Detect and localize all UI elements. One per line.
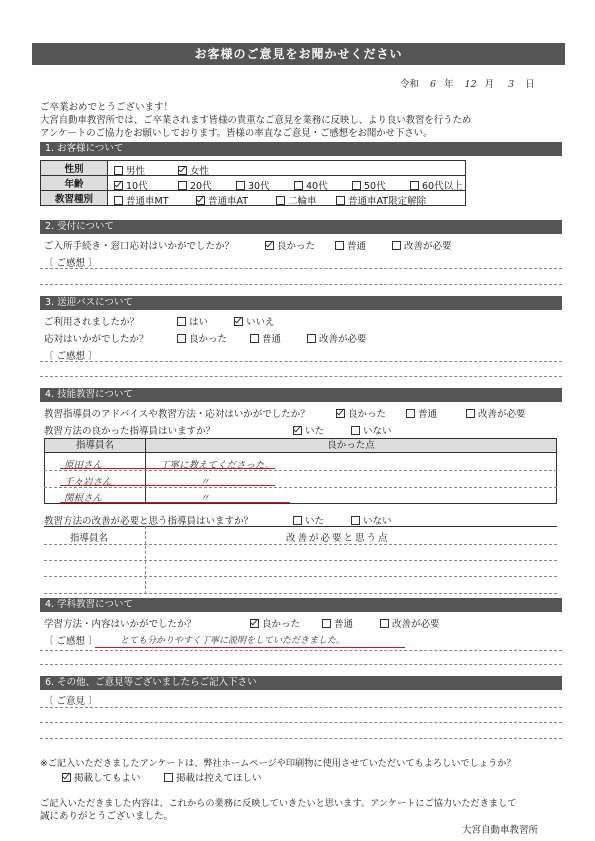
divider xyxy=(40,722,562,723)
divider xyxy=(44,560,557,561)
divider xyxy=(40,268,562,269)
good-instructor-name-2[interactable]: 千々岩さん xyxy=(64,477,112,488)
reception-option-good[interactable]: 良かった xyxy=(265,238,315,252)
section-reception-title: 2. 受付について xyxy=(40,220,562,234)
date-month-label: 月 xyxy=(484,79,495,90)
divider xyxy=(40,664,562,665)
improve-instructor-yes[interactable]: いた xyxy=(293,513,324,527)
good-instructor-point-2[interactable]: 〃 xyxy=(200,477,210,488)
publish-consent-note: ※ご記入いただきましたアンケートは、弊社ホームページや印刷物に使用させていただいてもよろしいでしょうか？ xyxy=(40,758,516,769)
gender-label: 性別 xyxy=(41,161,108,176)
course-type-label: 教習種別 xyxy=(41,191,108,206)
table-header-good-points: 良かった点 xyxy=(145,438,557,453)
age-option-20s[interactable]: 20代 xyxy=(178,178,212,192)
bus-service-good[interactable]: 良かった xyxy=(177,331,227,345)
age-option-30s[interactable]: 30代 xyxy=(236,178,270,192)
section-other-title: 6. その他、ご意見等ございましたらご記入下さい xyxy=(40,676,562,690)
improve-instructor-question: 教習方法の改善が必要と思う指導員はいますか？ xyxy=(44,516,254,527)
section-skill-title: 4. 技能教習について xyxy=(40,388,562,402)
section-bus-title: 3. 送迎バスについて xyxy=(40,296,562,310)
good-instructor-table-body xyxy=(44,452,557,504)
other-comment-label: 〔 ご意見 〕 xyxy=(44,696,98,707)
divider xyxy=(40,650,562,651)
divider xyxy=(40,376,562,377)
organization-name: 大宮自動車教習所 xyxy=(462,825,539,836)
academic-comment-label: 〔 ご感想 〕 xyxy=(44,636,98,647)
section-academic-title: 4. 学科教習について xyxy=(40,598,562,612)
red-underline xyxy=(60,485,275,486)
table-column-divider xyxy=(145,452,146,504)
divider xyxy=(40,284,562,285)
publish-option-no[interactable]: 掲載は控えてほしい xyxy=(164,770,262,784)
divider xyxy=(44,544,557,545)
bus-service-question: 応対はいかがでしたか？ xyxy=(44,334,149,345)
closing-line-1: ご記入いただきました内容は、これからの業務に反映していきたいと思います。アンケートにご協力いただきまして xyxy=(40,798,517,809)
red-underline xyxy=(95,647,405,648)
age-option-50s[interactable]: 50代 xyxy=(352,178,386,192)
date-era: 令和 xyxy=(400,79,420,90)
table-header-improve-points: 改善が必要と思う点 xyxy=(286,533,390,544)
divider xyxy=(44,526,557,527)
reception-comment-label: 〔 ご感想 〕 xyxy=(44,258,98,269)
improve-instructor-no[interactable]: いない xyxy=(351,513,392,527)
bus-comment-label: 〔 ご感想 〕 xyxy=(44,351,98,362)
skill-option-good[interactable]: 良かった xyxy=(336,406,386,420)
good-instructor-no[interactable]: いない xyxy=(351,423,392,437)
academic-option-normal[interactable]: 普通 xyxy=(322,616,353,630)
section-customer-title: 1. お客様について xyxy=(40,142,562,156)
age-option-60s[interactable]: 60代以上 xyxy=(410,178,463,192)
age-option-40s[interactable]: 40代 xyxy=(294,178,328,192)
divider xyxy=(44,593,557,594)
divider xyxy=(40,707,562,708)
date-month-value[interactable]: 12 xyxy=(464,79,477,90)
skill-instructor-question: 教習指導員のアドバイスや教習方法・応対はいかがでしたか？ xyxy=(44,409,310,420)
bus-usage-no[interactable]: いいえ xyxy=(234,314,275,328)
closing-line-2: 誠にありがとうございました。 xyxy=(40,811,174,822)
course-option-mt[interactable]: 普通車MT xyxy=(114,193,169,207)
table-header-instructor-2: 指導員名 xyxy=(70,533,109,544)
good-instructor-name-1[interactable]: 原田さん xyxy=(64,460,103,471)
academic-option-improve[interactable]: 改善が必要 xyxy=(380,616,440,630)
customer-info-table xyxy=(40,160,466,206)
good-instructor-yes[interactable]: いた xyxy=(293,423,324,437)
academic-question: 学習方法・内容はいかがでしたか？ xyxy=(44,619,197,630)
course-option-at[interactable]: 普通車AT xyxy=(196,193,248,207)
course-option-motorcycle[interactable]: 二輪車 xyxy=(276,193,317,207)
bus-service-normal[interactable]: 普通 xyxy=(250,331,281,345)
course-option-at-release[interactable]: 普通車AT限定解除 xyxy=(336,193,426,207)
academic-comment[interactable]: とても分かりやすく丁寧に説明をしていただきました。 xyxy=(120,636,346,646)
date-line xyxy=(400,76,535,90)
bus-usage-yes[interactable]: はい xyxy=(177,314,208,328)
divider xyxy=(44,487,557,488)
divider xyxy=(44,470,557,471)
table-header-instructor: 指導員名 xyxy=(44,438,146,453)
age-label: 年齢 xyxy=(41,176,108,191)
divider xyxy=(40,361,562,362)
red-underline xyxy=(60,468,275,469)
date-day-label: 日 xyxy=(525,79,535,90)
red-underline xyxy=(60,502,290,503)
date-year-value[interactable]: 6 xyxy=(430,79,437,90)
gender-option-male[interactable]: 男性 xyxy=(114,163,145,177)
divider xyxy=(44,576,557,577)
checkbox-checked[interactable] xyxy=(178,166,187,175)
skill-option-normal[interactable]: 普通 xyxy=(406,406,437,420)
date-year-label: 年 xyxy=(444,79,454,90)
good-instructor-question: 教習方法の良かった指導員はいますか？ xyxy=(44,426,216,437)
divider xyxy=(40,738,562,739)
publish-option-ok[interactable]: 掲載してもよい xyxy=(62,770,141,784)
age-option-10s[interactable]: 10代 xyxy=(114,178,148,192)
reception-option-normal[interactable]: 普通 xyxy=(335,238,366,252)
intro-line-1: ご卒業おめでとうございます！ xyxy=(40,102,174,113)
bus-service-improve[interactable]: 改善が必要 xyxy=(307,331,367,345)
date-day-value[interactable]: 3 xyxy=(508,79,515,90)
intro-line-3: アンケートのご協力をお願いしております。皆様の率直なご意見・ご感想をお聞かせ下さい。 xyxy=(40,128,433,139)
page-title: お客様のご意見をお聞かせください xyxy=(32,43,565,65)
good-instructor-point-1[interactable]: 丁寧に教えてくださった。 xyxy=(160,460,275,471)
good-instructor-name-3[interactable]: 関根さん xyxy=(64,493,103,504)
reception-option-improve[interactable]: 改善が必要 xyxy=(392,238,452,252)
skill-option-improve[interactable]: 改善が必要 xyxy=(466,406,526,420)
bus-usage-question: ご利用されましたか？ xyxy=(44,317,140,328)
checkbox[interactable] xyxy=(114,166,123,175)
reception-question: ご入所手続き・窓口応対はいかがでしたか？ xyxy=(44,241,235,252)
intro-line-2: 大宮自動車教習所では、ご卒業されます皆様の貴重なご意見を業務に反映し、より良い教習を行うため xyxy=(40,115,472,126)
academic-option-good[interactable]: 良かった xyxy=(250,616,300,630)
gender-option-female[interactable]: 女性 xyxy=(178,163,209,177)
good-instructor-point-3[interactable]: 〃 xyxy=(200,493,210,504)
